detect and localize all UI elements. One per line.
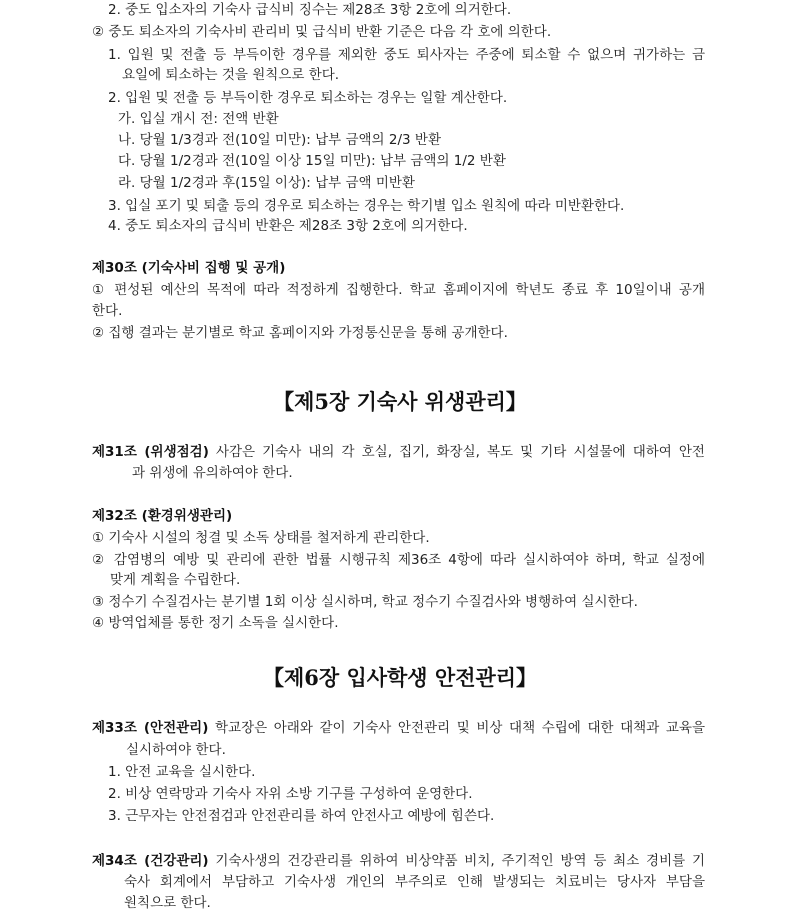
subitem-text: 다. 당월 1/2경과 전(10일 이상 15일 미만): 납부 금액의 1/2 반환 [118, 153, 506, 169]
paragraph-text: ② 중도 퇴소자의 기숙사비 관리비 및 급식비 반환 기준은 다음 각 호에 의한다. [92, 24, 552, 40]
article-line [92, 851, 705, 871]
article-title: 제34조 (건강관리) [92, 853, 209, 869]
article-text: 사감은 기숙사 내의 각 호실, 집기, 화장실, 복도 및 기타 시설물에 대하여 안전 [215, 444, 705, 460]
paragraph-text: 맞게 계획을 수립한다. [110, 572, 241, 588]
chapter-heading: 【제6장 입사학생 안전관리】 [262, 665, 538, 690]
item-text: 2. 중도 입소자의 기숙사 급식비 징수는 제28조 3항 2호에 의거한다. [108, 2, 512, 18]
article-title: 제31조 (위생점검) [92, 444, 209, 460]
paragraph-text: 한다. [92, 303, 123, 319]
subitem-text: 나. 당월 1/3경과 전(10일 미만): 납부 금액의 2/3 반환 [118, 132, 441, 148]
article-text: 학교장은 아래와 같이 기숙사 안전관리 및 비상 대책 수립에 대한 대책과 교육을 [215, 720, 705, 736]
article-title: 제32조 (환경위생관리) [92, 508, 233, 524]
article-text: 실시하여야 한다. [126, 742, 226, 758]
item-text: 1. 입원 및 전출 등 부득이한 경우를 제외한 중도 퇴사자는 주중에 퇴소할 수 없으며 귀가하는 금 [108, 47, 705, 63]
item-text: 4. 중도 퇴소자의 급식비 반환은 제28조 3항 2호에 의거한다. [108, 218, 468, 234]
subitem-text: 가. 입실 개시 전: 전액 반환 [118, 111, 279, 127]
article-text: 기숙사생의 건강관리를 위하여 비상약품 비치, 주기적인 방역 등 최소 경비를 기 [215, 853, 706, 869]
article-line [92, 442, 705, 462]
subitem-text: 라. 당월 1/2경과 후(15일 이상): 납부 금액 미반환 [118, 175, 415, 191]
item-text: 2. 입원 및 전출 등 부득이한 경우로 퇴소하는 경우는 일할 계산한다. [108, 90, 508, 106]
article-title: 제30조 (기숙사비 집행 및 공개) [92, 260, 286, 276]
article-text: 숙사 회계에서 부담하고 기숙사생 개인의 부주의로 인해 발생되는 치료비는 당사자 부담을 [124, 874, 705, 890]
article-text: 과 위생에 유의하여야 한다. [132, 465, 293, 481]
article-title: 제33조 (안전관리) [92, 720, 209, 736]
item-text: 2. 비상 연락망과 기숙사 자위 소방 기구를 구성하여 운영한다. [108, 786, 473, 802]
paragraph-text: ① 편성된 예산의 목적에 따라 적정하게 집행한다. 학교 홈페이지에 학년도 종료 후 10일이내 공개 [92, 282, 705, 298]
paragraph-text: ③ 정수기 수질검사는 분기별 1회 이상 실시하며, 학교 정수기 수질검사와 병행하여 실시한다. [92, 594, 638, 610]
article-line [92, 718, 705, 738]
paragraph-text: ② 감염병의 예방 및 관리에 관한 법률 시행규칙 제36조 4항에 따라 실시하여야 하며, 학교 실정에 [92, 552, 705, 568]
paragraph-text: ④ 방역업체를 통한 정기 소독을 실시한다. [92, 615, 339, 631]
paragraph-text: ① 기숙사 시설의 청결 및 소독 상태를 철저하게 관리한다. [92, 530, 430, 546]
item-text: 3. 입실 포기 및 퇴출 등의 경우로 퇴소하는 경우는 학기별 입소 원칙에 따라 미반환한다. [108, 198, 625, 214]
paragraph-text: ② 집행 결과는 분기별로 학교 홈페이지와 가정통신문을 통해 공개한다. [92, 325, 508, 341]
article-text: 원칙으로 한다. [124, 895, 211, 911]
chapter-heading: 【제5장 기숙사 위생관리】 [273, 389, 527, 414]
item-text: 1. 안전 교육을 실시한다. [108, 764, 256, 780]
item-text: 요일에 퇴소하는 것을 원칙으로 한다. [122, 67, 340, 83]
item-text: 3. 근무자는 안전점검과 안전관리를 하여 안전사고 예방에 힘쓴다. [108, 808, 495, 824]
